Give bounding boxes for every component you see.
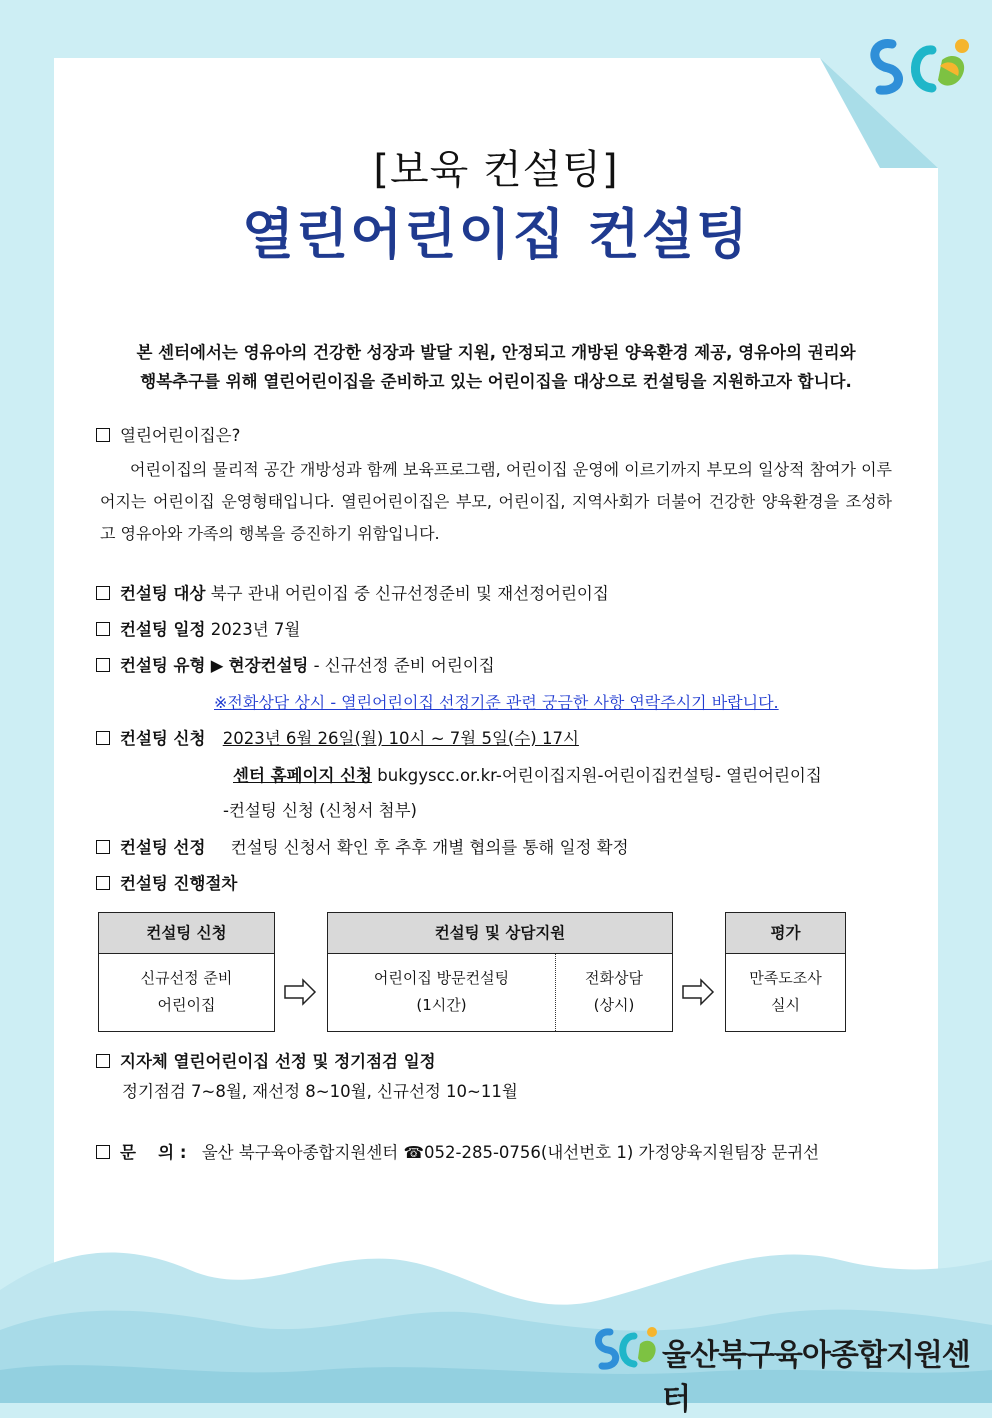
right-arrow-icon bbox=[681, 978, 715, 1006]
section-about bbox=[96, 424, 240, 448]
phone-consult-note: ※전화상담 상시 - 열린어린이집 선정기준 관련 궁금한 사항 연락주시기 바랍니다. bbox=[214, 693, 779, 712]
type-value: - 신규선정 준비 어린이집 bbox=[313, 656, 495, 675]
checkbox-icon bbox=[96, 840, 110, 854]
intro-line-1: 본 센터에서는 영유아의 건강한 성장과 발달 지원, 안정되고 개방된 양육환경 제공, 영유아의 권리와 bbox=[136, 343, 856, 362]
right-arrow-icon bbox=[283, 978, 317, 1006]
target-label: 컨설팅 대상 bbox=[120, 584, 206, 603]
section-target bbox=[96, 582, 609, 606]
checkbox-icon bbox=[96, 428, 110, 442]
contact-label: 문 의 : bbox=[120, 1143, 187, 1162]
process-label: 컨설팅 진행절차 bbox=[120, 874, 238, 893]
section-apply bbox=[96, 727, 579, 751]
selection-value: 컨설팅 신청서 확인 후 추후 개별 협의를 통해 일정 확정 bbox=[230, 838, 629, 857]
selection-label: 컨설팅 선정 bbox=[120, 838, 206, 857]
section-type bbox=[96, 654, 495, 678]
subtitle: [보육 컨설팅] bbox=[373, 147, 619, 193]
apply-period: 2023년 6월 26일(월) 10시 ~ 7월 5일(수) 17시 bbox=[222, 729, 579, 748]
step-consult-phone-line2: (상시) bbox=[593, 996, 635, 1014]
about-body: 어린이집의 물리적 공간 개방성과 함께 보육프로그램, 어린이집 운영에 이르기까지 부모의 일상적 참여가 이루어지는 어린이집 운영형태입니다. 열린어린이집은 부모, 어린이집, 지역사회가 더불어 건강한 양육환경을 조성하고 영유아와 가족의 행복을 증진하기 위함입니다. bbox=[100, 460, 892, 543]
section-selection bbox=[96, 836, 629, 860]
page-title: 열린어린이집 컨설팅 bbox=[241, 203, 751, 266]
step-evaluate-line1: 만족도조사 bbox=[749, 969, 822, 987]
checkbox-icon bbox=[96, 658, 110, 672]
section-contact bbox=[96, 1141, 819, 1165]
step-consult-visit bbox=[328, 954, 556, 1031]
contact-value: 울산 북구육아종합지원센터 ☎052-285-0756(내선번호 1) 가정양육지원팀장 문귀선 bbox=[201, 1143, 820, 1162]
local-value: 정기점검 7~8월, 재선정 8~10월, 신규선정 10~11월 bbox=[122, 1082, 518, 1101]
type-label: 컨설팅 유형 bbox=[120, 656, 206, 675]
section-process bbox=[96, 872, 237, 896]
section-local bbox=[96, 1050, 436, 1074]
local-label: 지자체 열린어린이집 선정 및 정기점검 일정 bbox=[120, 1052, 436, 1071]
type-arrow-icon: ▶ bbox=[210, 656, 224, 675]
step-apply-line1: 신규선정 준비 bbox=[140, 969, 233, 987]
step-evaluate-head: 평가 bbox=[726, 913, 845, 954]
step-consult-head: 컨설팅 및 상담지원 bbox=[328, 913, 672, 954]
center-logo-icon bbox=[592, 1322, 660, 1376]
apply-method bbox=[233, 764, 822, 788]
section-schedule bbox=[96, 618, 300, 642]
step-consult-visit-line1: 어린이집 방문컨설팅 bbox=[373, 969, 510, 987]
checkbox-icon bbox=[96, 876, 110, 890]
step-apply-head: 컨설팅 신청 bbox=[99, 913, 274, 954]
checkbox-icon bbox=[96, 622, 110, 636]
apply-method-label: 센터 홈페이지 신청 bbox=[233, 766, 373, 785]
step-consult-visit-line2: (1시간) bbox=[416, 996, 467, 1014]
checkbox-icon bbox=[96, 1145, 110, 1159]
apply-method-path: bukgyscc.or.kr-어린이집지원-어린이집컨설팅- 열린어린이집 bbox=[377, 766, 822, 785]
process-step-evaluate bbox=[725, 912, 846, 1032]
step-apply-line2: 어린이집 bbox=[157, 996, 216, 1014]
about-heading: 열린어린이집은? bbox=[120, 426, 241, 445]
process-step-consult bbox=[327, 912, 673, 1032]
schedule-label: 컨설팅 일정 bbox=[120, 620, 206, 639]
type-name: 현장컨설팅 bbox=[228, 656, 309, 675]
step-consult-phone bbox=[556, 954, 672, 1031]
checkbox-icon bbox=[96, 1054, 110, 1068]
checkbox-icon bbox=[96, 731, 110, 745]
center-logo-icon bbox=[862, 30, 977, 105]
target-value: 북구 관내 어린이집 중 신규선정준비 및 재선정어린이집 bbox=[210, 584, 609, 603]
footer-org-name: 울산북구육아종합지원센터 bbox=[662, 1338, 970, 1417]
apply-method-path-2: -컨설팅 신청 (신청서 첨부) bbox=[223, 801, 417, 820]
step-consult-phone-line1: 전화상담 bbox=[585, 969, 643, 987]
process-step-apply bbox=[98, 912, 275, 1032]
step-evaluate-line2: 실시 bbox=[771, 996, 800, 1014]
checkbox-icon bbox=[96, 586, 110, 600]
intro-line-2: 행복추구를 위해 열린어린이집을 준비하고 있는 어린이집을 대상으로 컨설팅을 지원하고자 합니다. bbox=[140, 372, 852, 391]
schedule-value: 2023년 7월 bbox=[210, 620, 301, 639]
apply-label: 컨설팅 신청 bbox=[120, 729, 206, 748]
intro-text bbox=[96, 338, 896, 396]
